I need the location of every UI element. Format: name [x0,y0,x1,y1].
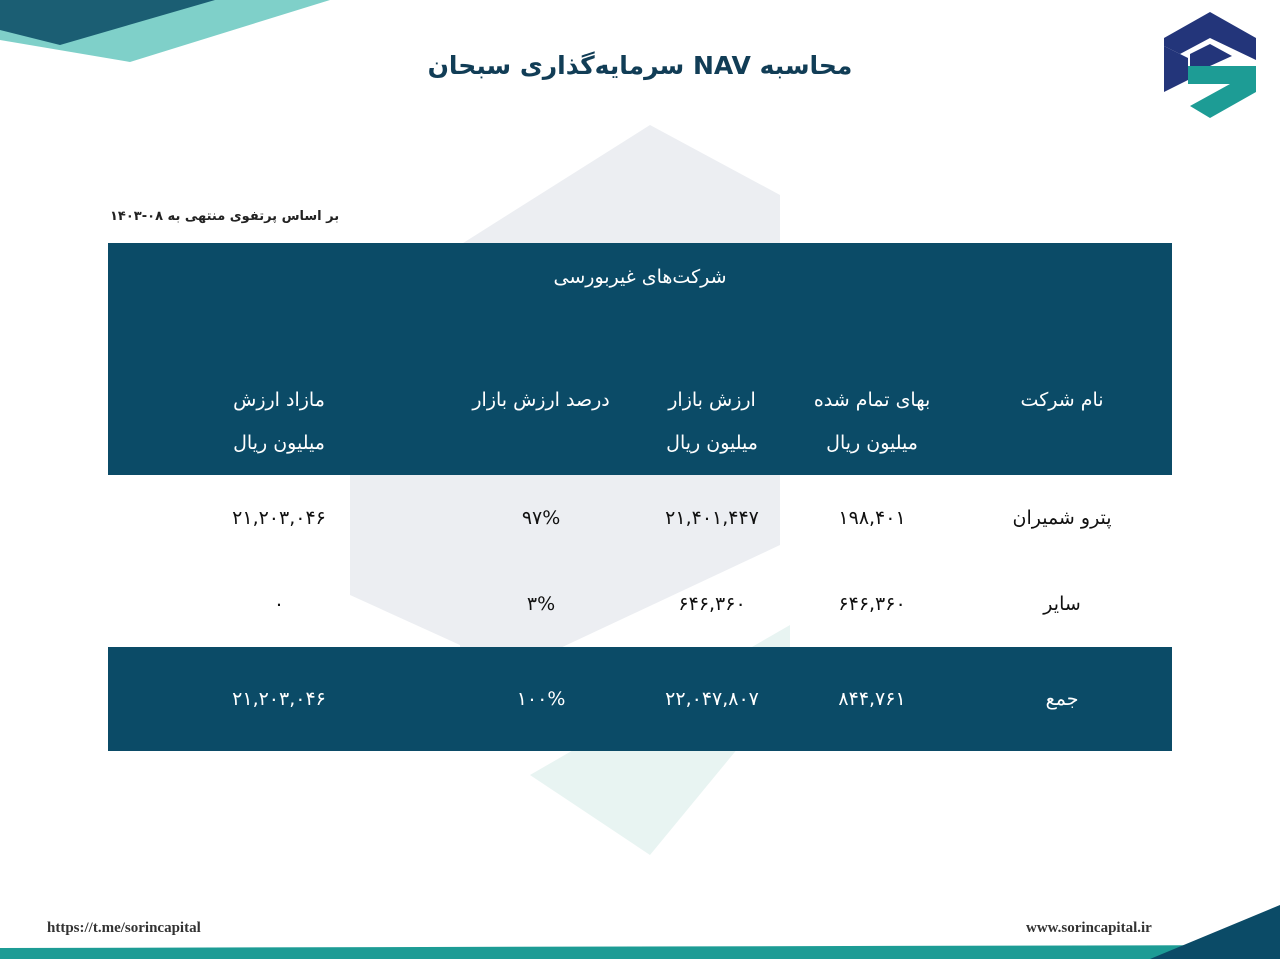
table-section-header-row [108,243,1172,311]
unit-cost: میلیون ریال [792,411,952,475]
total-market-value: ۲۲,۰۴۷,۸۰۷ [632,647,792,751]
column-header-market-percent: درصد ارزش بازار [450,311,632,411]
website-link[interactable]: www.sorincapital.ir [1026,920,1152,936]
bottom-teal-band [0,945,1280,959]
unit-market-value: میلیون ریال [632,411,792,475]
total-cost: ۸۴۴,۷۶۱ [792,647,952,751]
column-header-surplus-value: مازاد ارزش [108,311,450,411]
company-name: سایر [1043,593,1081,615]
section-title: شرکت‌های غیربورسی [108,243,1172,311]
table-row [108,561,1172,647]
page-title: محاسبه NAV سرمایه‌گذاری سبحان [427,50,853,80]
sorin-capital-logo-icon [1160,10,1260,120]
bottom-right-dark-corner [1150,905,1280,959]
total-label: جمع [952,647,1172,751]
market-value: ۶۴۶,۳۶۰ [678,593,746,615]
market-percent: ۹۷% [521,507,561,529]
column-header-cost: بهای تمام شده [792,311,952,411]
column-header-company-name: نام شرکت [952,311,1172,411]
column-unit-row [108,411,1172,475]
non-bourse-companies-table [108,243,1172,751]
column-header-row [108,311,1172,411]
surplus-value: ۲۱,۲۰۳,۰۴۶ [232,507,326,529]
total-surplus-value: ۲۱,۲۰۳,۰۴۶ [108,647,450,751]
market-value: ۲۱,۴۰۱,۴۴۷ [665,507,759,529]
table-row [108,475,1172,561]
unit-company-name [952,411,1172,475]
portfolio-date-note: بر اساس پرتفوی منتهی به ۰۸-۱۴۰۳ [110,209,340,224]
cost-value: ۱۹۸,۴۰۱ [838,507,906,529]
cost-value: ۶۴۶,۳۶۰ [838,593,906,615]
market-percent: ۳% [526,593,556,615]
unit-market-percent [450,411,632,475]
surplus-value: ۰ [273,593,285,615]
unit-surplus-value: میلیون ریال [108,411,450,475]
column-header-market-value: ارزش بازار [632,311,792,411]
telegram-link[interactable]: https://t.me/sorincapital [47,920,201,936]
company-name: پترو شمیران [1012,507,1112,529]
total-market-percent: ۱۰۰% [450,647,632,751]
table-total-row [108,647,1172,751]
